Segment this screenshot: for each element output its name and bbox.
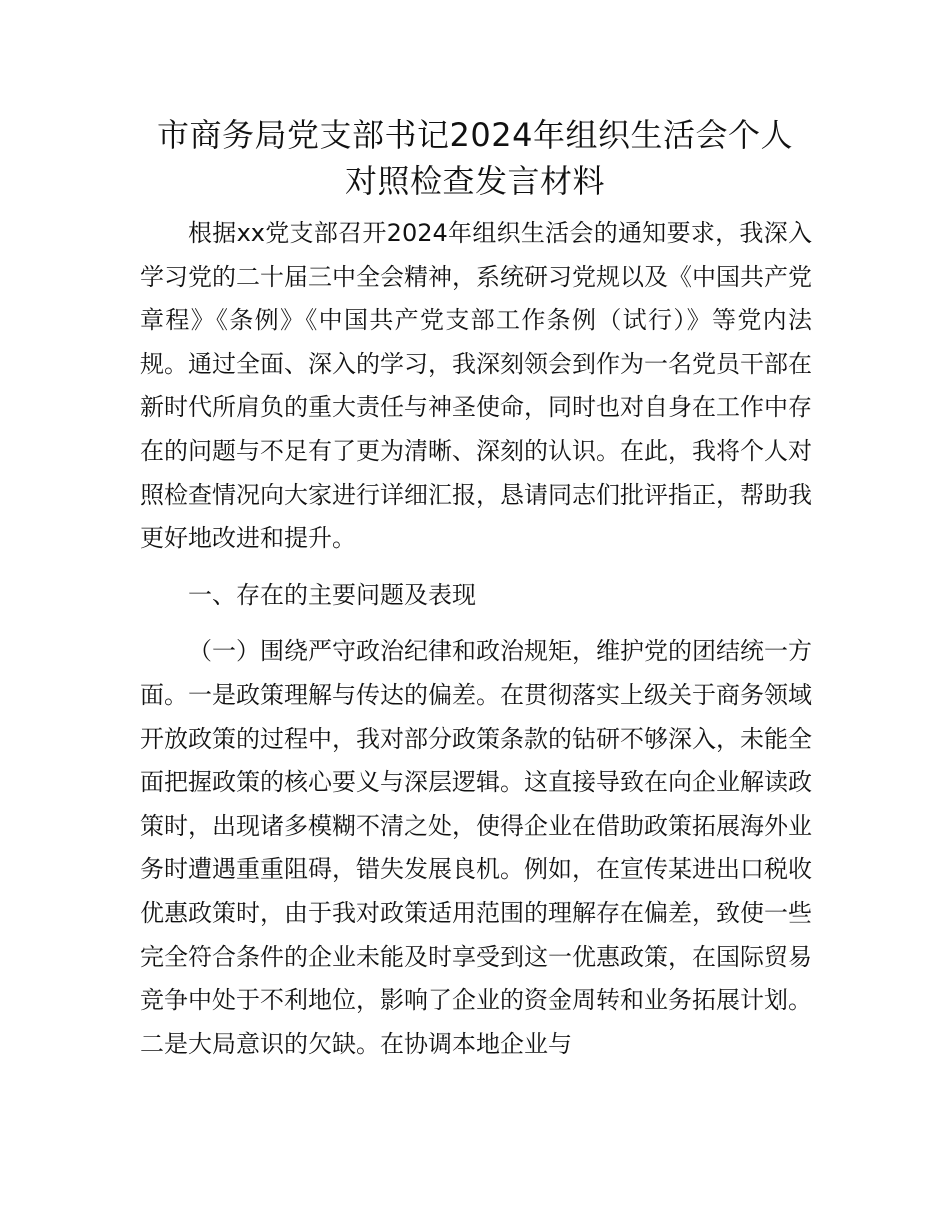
document-body [140, 212, 812, 1066]
document-title-line-1: 市商务局党支部书记2024年组织生活会个人 [157, 116, 793, 154]
document-title-line-2: 对照检查发言材料 [344, 162, 605, 200]
section-heading: 一、存在的主要问题及表现 [188, 580, 476, 609]
issue-paragraph: （一）围绕严守政治纪律和政治规矩，维护党的团结统一方面。一是政策理解与传达的偏差。在贯彻落实上级关于商务领域开放政策的过程中，我对部分政策条款的钻研不够深入，未能全面把握政策的核心要义与深层逻辑。这直接导致在向企业解读政策时，出现诸多模糊不清之处，使得企业在借助政策拓展海外业务时遭遇重重阻碍，错失发展良机。例如，在宣传某进出口税收优惠政策时，由于我对政策适用范围的理解存在偏差，致使一些完全符合条件的企业未能及时享受到这一优惠政策，在国际贸易竞争中处于不利地位，影响了企业的资金周转和业务拓展计划。二是大局意识的欠缺。在协调本地企业与 [140, 637, 812, 1058]
intro-paragraph: 根据xx党支部召开2024年组织生活会的通知要求，我深入学习党的二十届三中全会精神，系统研习党规以及《中国共产党章程》《条例》《中国共产党支部工作条例（试行）》等党内法规。通过全面、深入的学习，我深刻领会到作为一名党员干部在新时代所肩负的重大责任与神圣使命，同时也对自身在工作中存在的问题与不足有了更为清晰、深刻的认识。在此，我将个人对照检查情况向大家进行详细汇报，恳请同志们批评指正，帮助我更好地改进和提升。 [140, 219, 812, 553]
